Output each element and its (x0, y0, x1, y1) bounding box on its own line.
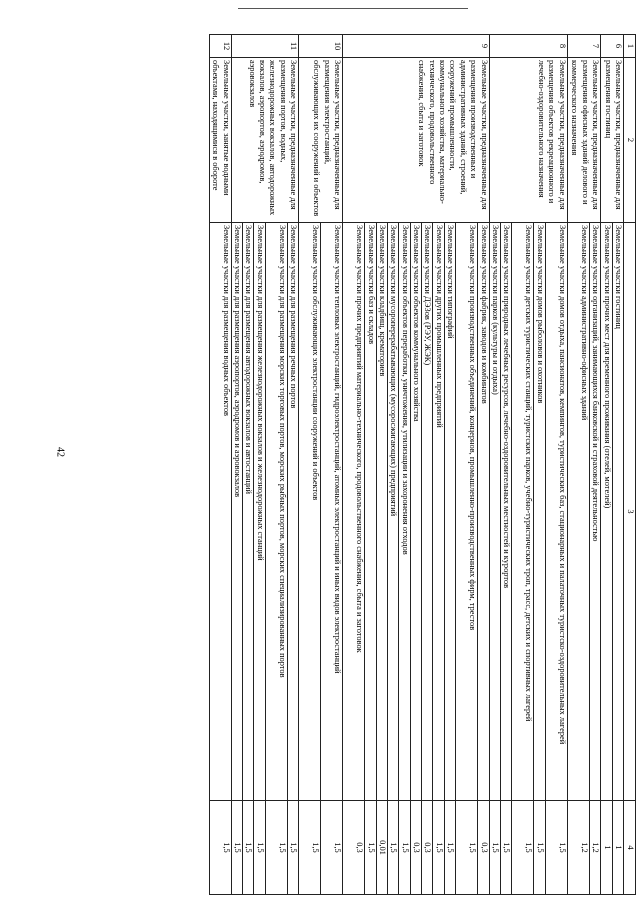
top-rule (238, 8, 468, 9)
subcategory: Земельные участки парков (культуры и отдыха) (491, 225, 501, 395)
table-row (209, 35, 231, 895)
table-row (299, 35, 343, 895)
coefficient: 1 (612, 801, 623, 894)
coefficient: 1,5 (491, 842, 501, 853)
table-row (567, 35, 600, 895)
subcategory: Земельные участки объектов переработки, уничтожения, утилизации и захоронения отходов (398, 223, 409, 800)
subcategory: Земельные участки других промышленных предприятий (432, 223, 443, 800)
rotated-table-wrapper (74, 34, 636, 894)
row-number: 6 (601, 35, 624, 58)
coefficient: 1,5 (221, 842, 231, 853)
coefficient: 1,5 (265, 801, 287, 894)
table-row (601, 35, 624, 895)
header-col-1: 1 (624, 35, 636, 58)
row-coefficients (601, 801, 624, 895)
row-coefficients (567, 801, 600, 895)
row-number: 11 (231, 35, 299, 58)
row-coefficients (489, 801, 567, 895)
row-coefficients (343, 801, 490, 895)
header-col-3: 3 (624, 223, 636, 801)
subcategory: Земельные участки прочих предприятий материально-технического, продовольственного снабжения, сбыта и заготовок (355, 225, 365, 653)
row-category: Земельные участки, предназначенные для размещения производственных и административных зданий, строений, сооружений промышленности, коммунального хозяйства, материально-технического, продовольственного снабжения, сбыта и заготовок (343, 58, 490, 223)
subcategory: Земельные участки для размещения речных портов (287, 223, 298, 800)
row-number: 7 (567, 35, 600, 58)
row-category: Земельные участки, предназначенные для размещения электростанций, обслуживающих их сооружений и объектов (299, 58, 343, 223)
header-col-4: 4 (624, 801, 636, 895)
coefficient: 1,5 (311, 842, 321, 853)
subcategory: Земельные участки домов отдыха, пансионатов, кемпингов, туристических баз, стационарных и палаточных туристско-оздоровительных лагерей (545, 223, 567, 800)
row-subcategories (601, 223, 624, 801)
subcategory: Земельные участки для размещения автодорожных вокзалов и автостанций (242, 223, 253, 800)
row-subcategories (209, 223, 231, 801)
row-coefficients (209, 801, 231, 895)
subcategory: Земельные участки мусороперерабатывающих (мусоросжигающих) предприятий (387, 223, 398, 800)
table-row (343, 35, 490, 895)
row-category: Земельные участки, предназначенные для размещения портов, водных, железнодорожных вокзалов, автодорожных вокзалов, аэропортов, аэродромов, аэровокзалов (231, 58, 299, 223)
coefficient: 1,5 (242, 801, 253, 894)
coefficient: 0,3 (355, 842, 365, 853)
row-number: 9 (343, 35, 490, 58)
row-subcategories (231, 223, 299, 801)
page-number: 42 (54, 447, 66, 457)
row-subcategories (343, 223, 490, 801)
coefficient: 1,5 (455, 801, 477, 894)
coefficient: 1,2 (579, 842, 589, 853)
row-category: Земельные участки, предназначенные для размещения объектов рекреационного и лечебно-оздоровительного назначения (489, 58, 567, 223)
row-number: 8 (489, 35, 567, 58)
subcategory: Земельные участки организаций, занимающихся банковской и страховой деятельностью (589, 223, 600, 800)
row-category: Земельные участки, занятые водными объектами, находящимися в обороте (209, 58, 231, 223)
subcategory: Земельные участки баз и складов (364, 223, 375, 800)
coefficient: 1 (602, 845, 612, 850)
table-row (489, 35, 567, 895)
row-subcategories (299, 223, 343, 801)
row-coefficients (299, 801, 343, 895)
subcategory: Земельные участки для размещения аэропортов, аэродромов и аэровокзалов (232, 225, 242, 498)
subcategory: Земельные участки ДЭЗов (РЭУ, ЖЭК) (421, 223, 432, 800)
coefficient: 1,5 (387, 801, 398, 894)
row-category: Земельные участки, предназначенные для размещения гостиниц (601, 58, 624, 223)
coefficient: 0,3 (477, 801, 488, 894)
coefficient: 1,5 (320, 801, 342, 894)
coefficients-table (209, 34, 636, 895)
subcategory: Земельные участки детских туристических станций, туристских парков, учебно-туристических троп, трасс, детских и спортивных лагерей (511, 223, 533, 800)
subcategory: Земельные участки для размещения железнодорожных вокзалов и железнодорожных станций (253, 223, 264, 800)
table-row (231, 35, 299, 895)
coefficient: 0,01 (376, 801, 387, 894)
subcategory: Земельные участки производственных объединений, концернов, промышленно-производственных фирм, трестов (455, 223, 477, 800)
coefficient: 1,5 (364, 801, 375, 894)
coefficient: 1,5 (533, 801, 544, 894)
coefficient: 1,5 (432, 801, 443, 894)
subcategory: Земельные участки природных лечебных ресурсов, лечебно-оздоровительных местностей и курортов (500, 223, 511, 800)
row-subcategories (567, 223, 600, 801)
subcategory: Земельные участки тепловых электростанций, гидроэлектростанций, атомных электростанций и иных видов электростанций (320, 223, 342, 800)
coefficient: 1,5 (253, 801, 264, 894)
subcategory: Земельные участки гостиниц (612, 223, 623, 800)
subcategory: Земельные участки кладбищ, крематориев (376, 223, 387, 800)
header-col-2: 2 (624, 58, 636, 223)
subcategory: Земельные участки объектов коммунального хозяйства (410, 223, 421, 800)
coefficient: 1,5 (500, 801, 511, 894)
subcategory: Земельные участки фабрик, заводов и комбинатов (477, 223, 488, 800)
subcategory: Земельные участки типографий (444, 223, 455, 800)
coefficient: 1,5 (511, 801, 533, 894)
subcategory: Земельные участки прочих мест для временного проживания (отелей, мотелей) (602, 225, 612, 509)
subcategory: Земельные участки домов рыболовов и охотников (533, 223, 544, 800)
row-category: Земельные участки, предназначенные для размещения офисных зданий делового и коммерческого назначения (567, 58, 600, 223)
coefficient: 1,2 (589, 801, 600, 894)
coefficient: 1,5 (232, 842, 242, 853)
header-row (624, 35, 636, 895)
subcategory: Земельные участки обслуживающих электростанции сооружений и объектов (311, 225, 321, 501)
row-subcategories (489, 223, 567, 801)
row-coefficients (231, 801, 299, 895)
coefficient: 1,5 (287, 801, 298, 894)
coefficient: 0,3 (410, 801, 421, 894)
coefficient: 0,3 (421, 801, 432, 894)
coefficient: 1,5 (398, 801, 409, 894)
subcategory: Земельные участки для размещения морских торговых портов, морских рыбных портов, морских специализированных портов (265, 223, 287, 800)
subcategory: Земельные участки для размещения водных объектов (221, 225, 231, 416)
coefficient: 1,5 (545, 801, 567, 894)
row-number: 10 (299, 35, 343, 58)
subcategory: Земельные участки административно-офисных зданий (579, 225, 589, 421)
coefficient: 1,5 (444, 801, 455, 894)
row-number: 12 (209, 35, 231, 58)
